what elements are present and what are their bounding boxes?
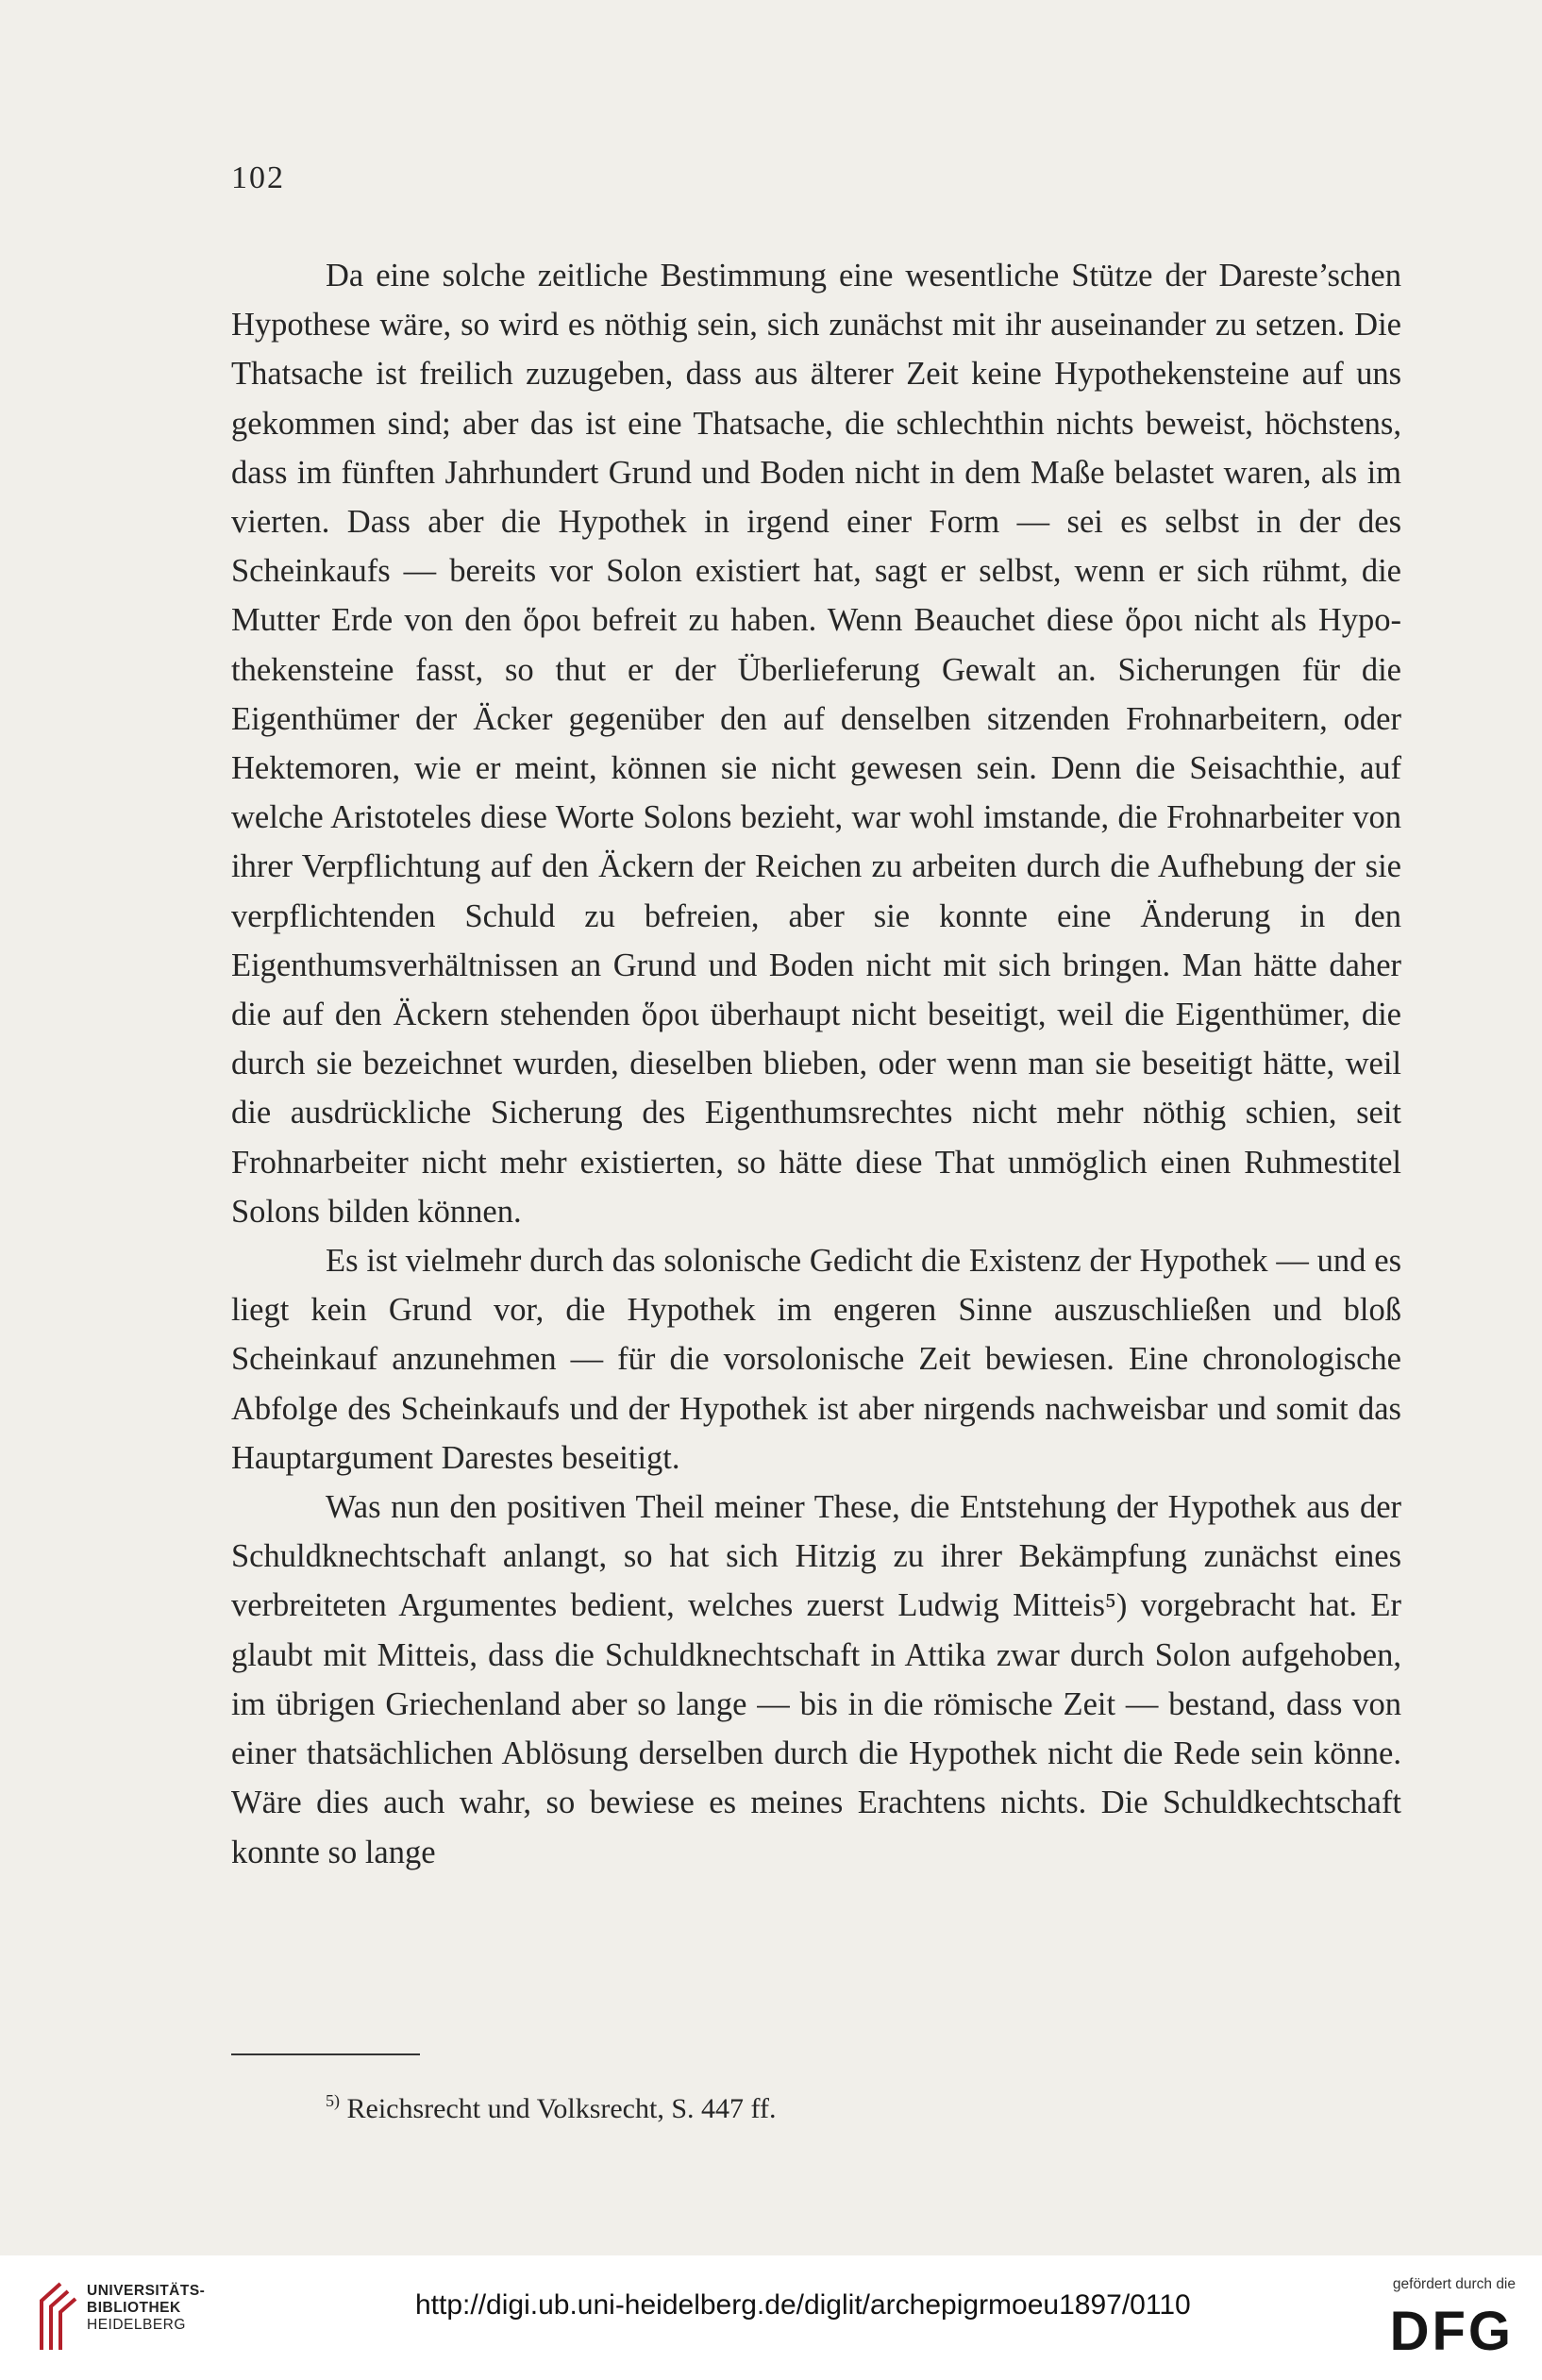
footnote-marker: 5) [326, 2091, 340, 2110]
paragraph-1: Da eine solche zeitliche Bestimmung eine wesentliche Stütze der Dareste’schen Hypothese wäre, so wird es nöthig sein, sich zunächst mit ihr auseinander zu setzen. Die Thatsache ist freilich zuzugeben, dass aus älterer Zeit keine Hypothekensteine auf uns gekommen sind; aber das ist eine Thatsache, die schlechthin nichts beweist, höchstens, dass im fünften Jahrhundert Grund und Boden nicht in dem Maße belastet waren, als im vierten. Dass aber die Hypothek in irgend einer Form — sei es selbst in der des Scheinkaufs — bereits vor Solon existiert hat, sagt er selbst, wenn er sich rühmt, die Mutter Erde von den ὅροι befreit zu haben. Wenn Beauchet diese ὅροι nicht als Hypothekensteine fasst, so thut er der Überlieferung Gewalt an. Sicherungen für die Eigenthümer der Äcker gegenüber den auf denselben sitzenden Frohnarbeitern, oder Hektemoren, wie er meint, können sie nicht gewesen sein. Denn die Seisachthie, auf welche Aristoteles diese Worte Solons bezieht, war wohl imstande, die Frohnarbeiter von ihrer Verpflichtung auf den Äckern der Reichen zu arbeiten durch die Aufhebung der sie verpflichtenden Schuld zu befreien, aber sie konnte eine Änderung in den Eigenthumsverhältnissen an Grund und Boden nicht mit sich bringen. Man hätte daher die auf den Äckern stehenden ὅροι überhaupt nicht beseitigt, weil die Eigenthümer, die durch sie bezeichnet wurden, dieselben blieben, oder wenn man sie beseitigt hätte, weil die ausdrückliche Sicherung des Eigenthumsrechtes nicht mehr nöthig schien, seit Frohnarbeiter nicht mehr existierten, so hätte diese That unmöglich einen Ruhmestitel Solons bilden können. [231, 258, 1401, 1230]
footnote-text: Reichsrecht und Volksrecht, S. 447 ff. [346, 2093, 777, 2124]
dfg-logo: DFG [1389, 2301, 1514, 2362]
footnote [326, 2082, 776, 2128]
paragraph-3: Was nun den positiven Theil meiner These, die Entstehung der Hypothek aus der Schuldknechtschaft anlangt, so hat sich Hitzig zu ihrer Bekämpfung zunächst eines verbreiteten Argumentes bedient, welches zuerst Ludwig Mitteis⁵) vorgebracht hat. Er glaubt mit Mitteis, dass die Schuldknechtschaft in Attika zwar durch Solon aufgehoben, im übrigen Griechenland aber so lange — bis in die römische Zeit — bestand, dass von einer thatsächlichen Ablösung derselben durch die Hypothek nicht die Rede sein könne. Wäre dies auch wahr, so bewiese es meines Erachtens nichts. Die Schuldkechtschaft konnte so lange [231, 1489, 1401, 1870]
library-logo-icon [36, 2278, 77, 2352]
viewer-footer [0, 2255, 1542, 2380]
library-name [87, 2283, 205, 2334]
body-text [231, 251, 1401, 1877]
library-name-line-1: UNIVERSITÄTS- [87, 2283, 206, 2299]
page-number: 102 [231, 160, 285, 195]
funded-by-label: gefördert durch die [1392, 2276, 1516, 2292]
footnote-rule [231, 2053, 420, 2055]
library-name-line-2: BIBLIOTHEK [87, 2300, 181, 2316]
paragraph-2: Es ist vielmehr durch das solonische Gedicht die Existenz der Hypothek — und es liegt kein Grund vor, die Hypothek im engeren Sinne auszuschließen und bloß Scheinkauf anzunehmen — für die vorsolonische Zeit bewiesen. Eine chronologische Abfolge des Scheinkaufs und der Hypothek ist aber nirgends nachweisbar und somit das Hauptargument Darestes beseitigt. [231, 1243, 1401, 1476]
permalink-url[interactable]: http://digi.ub.uni-heidelberg.de/diglit/archepigrmoeu1897/0110 [415, 2289, 1191, 2321]
library-name-line-3: HEIDELBERG [87, 2317, 186, 2333]
